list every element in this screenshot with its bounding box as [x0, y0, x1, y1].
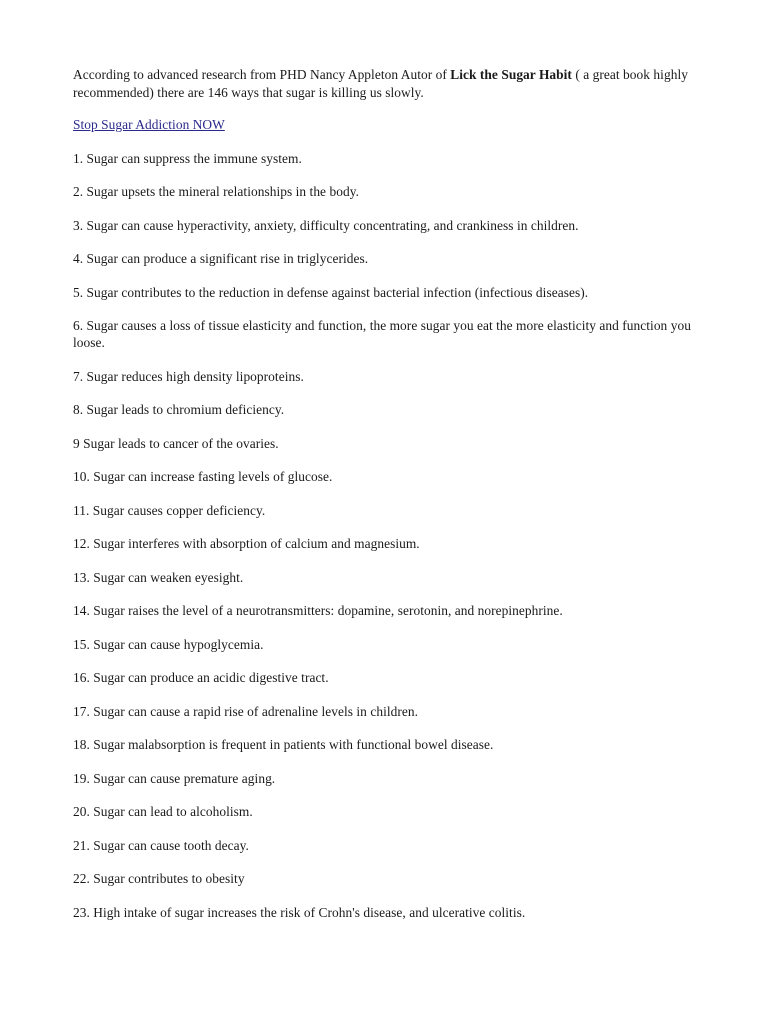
list-item: 2. Sugar upsets the mineral relationships in the body. [73, 184, 359, 199]
list-item: 11. Sugar causes copper deficiency. [73, 502, 266, 518]
list-item: 12. Sugar interferes with absorption of calcium and magnesium. [73, 536, 420, 551]
list-item: 19. Sugar can cause premature aging. [73, 770, 276, 786]
list-item: 16. Sugar can produce an acidic digestive tract. [73, 670, 329, 685]
list-item: 21. Sugar can cause tooth decay. [73, 837, 249, 853]
book-title: Lick the Sugar Habit [450, 67, 572, 82]
list-item: 9 Sugar leads to cancer of the ovaries. [73, 435, 279, 451]
sugar-facts-list [73, 150, 703, 921]
list-item: 5. Sugar contributes to the reduction in defense against bacterial infection (infectious diseases). [73, 284, 589, 300]
intro-text-after: ( a great book highly recommended) there are 146 ways that sugar is killing us slowly. [73, 67, 688, 100]
intro-paragraph [73, 66, 703, 101]
document-page [73, 66, 703, 921]
list-item: 14. Sugar raises the level of a neurotransmitters: dopamine, serotonin, and norepinephrine. [73, 603, 563, 618]
list-item: 22. Sugar contributes to obesity [73, 871, 245, 886]
intro-text-before: According to advanced research from PHD Nancy Appleton Autor of [73, 67, 451, 82]
list-item: 10. Sugar can increase fasting levels of glucose. [73, 469, 333, 484]
list-item: 20. Sugar can lead to alcoholism. [73, 804, 253, 819]
link-paragraph [73, 116, 703, 134]
list-item: 13. Sugar can weaken eyesight. [73, 569, 244, 585]
list-item: 3. Sugar can cause hyperactivity, anxiety, difficulty concentrating, and crankiness in children. [73, 217, 579, 233]
list-item: 18. Sugar malabsorption is frequent in patients with functional bowel disease. [73, 737, 494, 752]
list-item: 8. Sugar leads to chromium deficiency. [73, 402, 285, 417]
list-item: 6. Sugar causes a loss of tissue elasticity and function, the more sugar you eat the more elasticity and function you loose. [73, 318, 691, 350]
list-item: 23. High intake of sugar increases the risk of Crohn's disease, and ulcerative colitis. [73, 904, 526, 920]
list-item: 7. Sugar reduces high density lipoproteins. [73, 368, 304, 384]
list-item: 1. Sugar can suppress the immune system. [73, 150, 302, 166]
list-item: 17. Sugar can cause a rapid rise of adrenaline levels in children. [73, 703, 418, 719]
list-item: 4. Sugar can produce a significant rise in triglycerides. [73, 251, 369, 266]
list-item: 15. Sugar can cause hypoglycemia. [73, 636, 264, 652]
stop-sugar-addiction-link[interactable]: Stop Sugar Addiction NOW [73, 117, 225, 132]
